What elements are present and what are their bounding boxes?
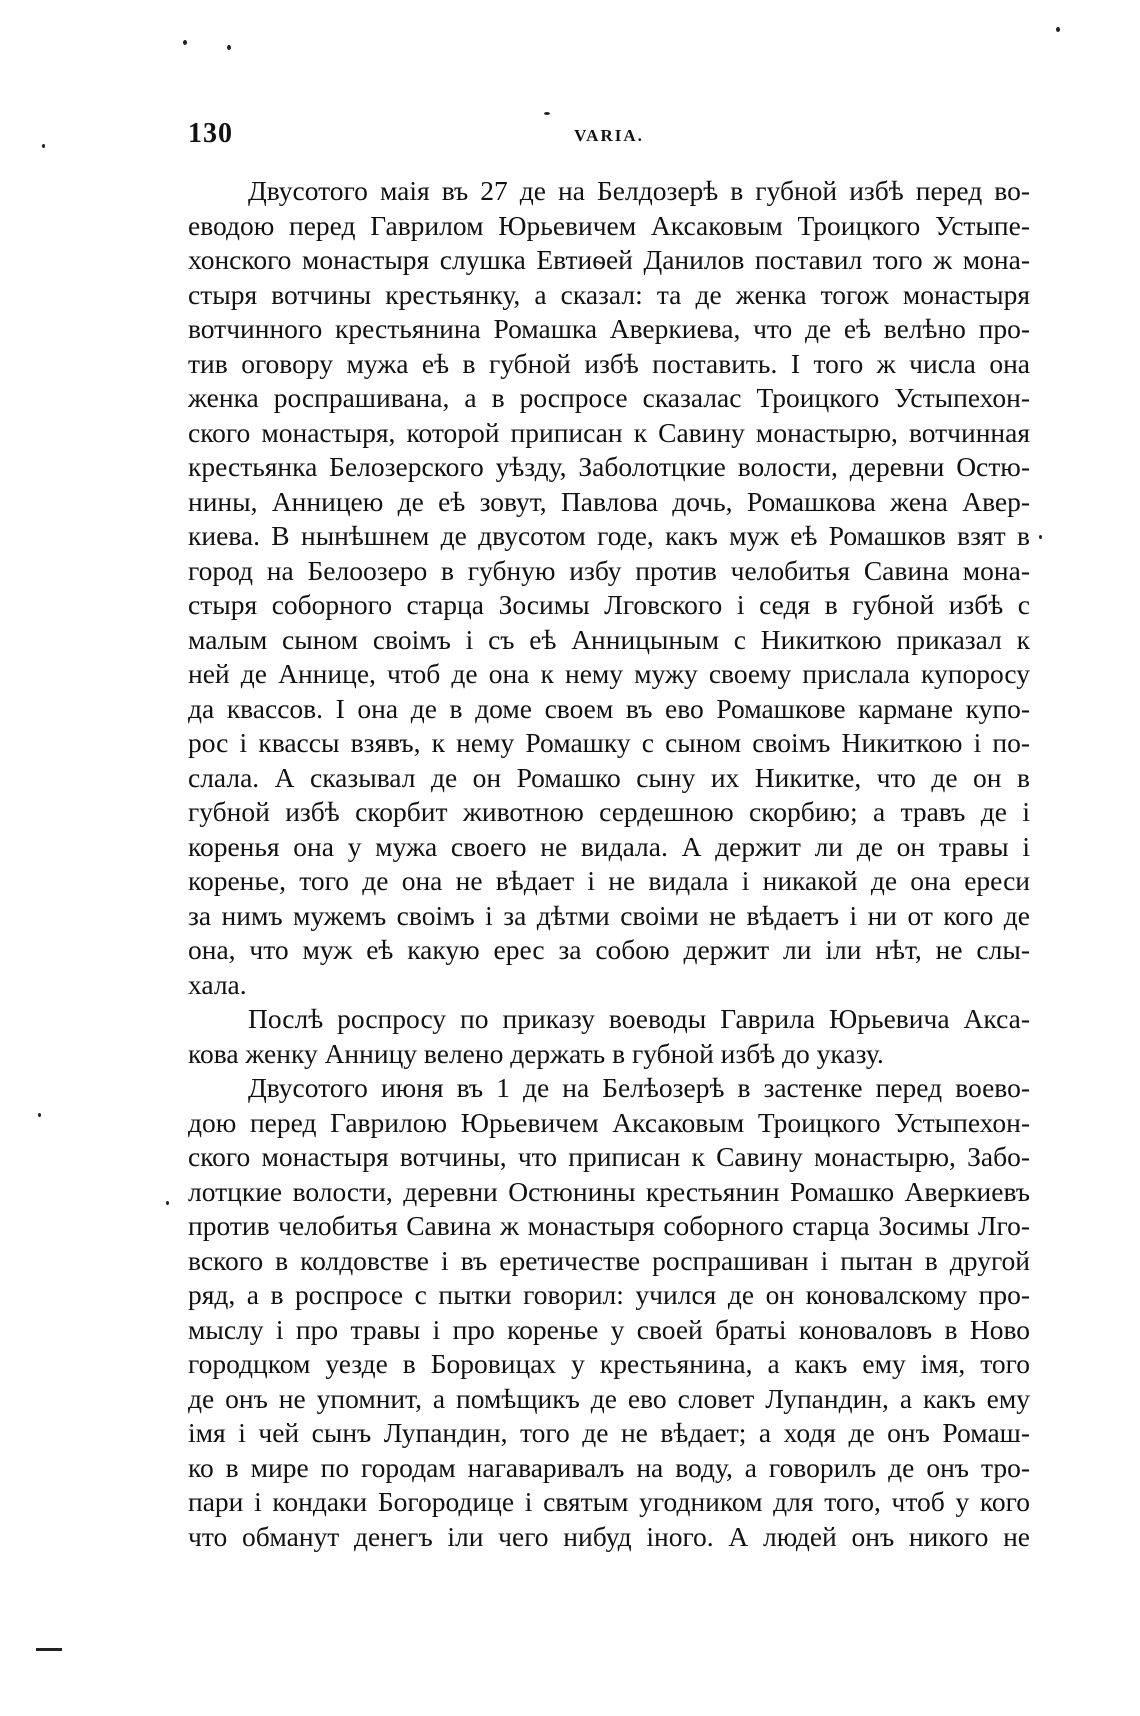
text-line: кова женку Анницу велено держать в губной избѣ до указу. bbox=[188, 1037, 884, 1069]
scan-speck bbox=[183, 40, 187, 45]
text-line: губной избѣ скорбит животною сердешною скорбию; а травъ де і bbox=[188, 796, 1030, 827]
text-line: Послѣ роспросу по приказу воеводы Гаврила Юрьевича Акса- bbox=[248, 1003, 1030, 1034]
scan-speck bbox=[1056, 27, 1060, 32]
text-line: крестьянка Белозерского уѣзду, Заболотцкие волости, деревни Остю- bbox=[188, 451, 1030, 482]
text-line: імя і чей сынъ Лупандин, того де не вѣдает; а ходя де онъ Ромаш- bbox=[188, 1417, 1030, 1448]
text-line: ряд, а в роспросе с пытки говорил: учился де он коновалскому про- bbox=[188, 1279, 1030, 1310]
text-line: ней де Аннице, чтоб де она к нему мужу своему прислала купоросу bbox=[188, 658, 1030, 689]
scan-speck bbox=[38, 1113, 41, 1117]
text-line: что обманут денегъ іли чего нибуд іного. А людей онъ никого не bbox=[188, 1520, 1030, 1552]
text-line: ского монастыря, которой приписан к Савину монастырю, вотчинная bbox=[188, 416, 1030, 448]
text-line: слала. А сказывал де он Ромашко сыну их Никитке, что де он в bbox=[188, 761, 1030, 793]
scan-speck bbox=[1039, 535, 1042, 539]
text-line: против челобитья Савина ж монастыря соборного старца Зосимы Лго- bbox=[188, 1210, 1030, 1241]
text-line: ского монастыря вотчины, что приписан к Савину монастырю, Забо- bbox=[188, 1141, 1030, 1172]
body-text bbox=[188, 174, 1030, 1554]
paragraph-1 bbox=[188, 174, 1030, 1002]
text-line: она, что муж еѣ какую ерес за собою держит ли іли нѣт, не слы- bbox=[188, 934, 1030, 965]
text-line: тив оговору мужа еѣ в губной избѣ поставить. I того ж числа она bbox=[188, 347, 1030, 379]
text-line: женка роспрашивана, а в роспросе сказалас Троицкого Устыпехон- bbox=[188, 382, 1030, 413]
paragraph-2 bbox=[188, 1002, 1030, 1071]
text-line: город на Белоозеро в губную избу против челобитья Савина мона- bbox=[188, 554, 1030, 586]
text-line: де онъ не упомнит, а помѣщикъ де ево словет Лупандин, а какъ ему bbox=[188, 1382, 1030, 1414]
text-line: вотчинного крестьянина Ромашка Аверкиева, что де еѣ велѣно про- bbox=[188, 313, 1030, 344]
page-header bbox=[188, 118, 1030, 154]
page-number: 130 bbox=[188, 118, 233, 149]
text-line: стыря вотчины крестьянку, а сказал: та де женка тогож монастыря bbox=[188, 278, 1030, 310]
text-line: киева. В нынѣшнем де двусотом годе, какъ муж еѣ Ромашков взят в bbox=[188, 520, 1030, 551]
text-line: лотцкие волости, деревни Остюнины крестьянин Ромашко Аверкиевъ bbox=[188, 1175, 1030, 1207]
scan-speck bbox=[227, 45, 231, 50]
text-line: да квассов. I она де в доме своем въ ево Ромашкове кармане купо- bbox=[188, 692, 1030, 724]
running-head: VARIA. bbox=[574, 126, 644, 145]
scan-speck bbox=[166, 1201, 169, 1205]
scan-speck bbox=[42, 144, 45, 148]
text-line: дою перед Гаврилою Юрьевичем Аксаковым Троицкого Устыпехон- bbox=[188, 1106, 1030, 1138]
text-line: мыслу і про травы і про коренье у своей братьі коноваловъ в Ново bbox=[188, 1313, 1030, 1345]
text-line: городцком уезде в Боровицах у крестьянина, а какъ ему імя, того bbox=[188, 1348, 1030, 1379]
text-line: хала. bbox=[188, 968, 247, 1000]
text-line: за нимъ мужемъ своімъ і за дѣтми своіми не вѣдаетъ і ни от кого де bbox=[188, 899, 1030, 931]
text-line: Двусотого маія въ 27 де на Белдозерѣ в губной избѣ перед во- bbox=[248, 175, 1030, 206]
text-line: стыря соборного старца Зосимы Лговского і седя в губной избѣ с bbox=[188, 589, 1030, 620]
text-line: пари і кондаки Богородице і святым угодником для того, чтоб у кого bbox=[188, 1486, 1030, 1517]
text-line: малым сыном своімъ і съ еѣ Анницыным с Никиткою приказал к bbox=[188, 623, 1030, 655]
scan-speck bbox=[544, 112, 550, 115]
text-line: Двусотого июня въ 1 де на Белѣозерѣ в застенке перед воево- bbox=[248, 1072, 1030, 1103]
text-line: рос і квассы взявъ, к нему Ромашку с сыном своімъ Никиткою і по- bbox=[188, 727, 1030, 758]
text-line: коренье, того де она не вѣдает і не видала і никакой де она ереси bbox=[188, 865, 1030, 896]
paragraph-3 bbox=[188, 1071, 1030, 1554]
text-line: ко в мире по городам нагаваривалъ на воду, а говорилъ де онъ тро- bbox=[188, 1451, 1030, 1483]
text-line: еводою перед Гаврилом Юрьевичем Аксаковым Троицкого Устыпе- bbox=[188, 209, 1030, 241]
text-line: коренья она у мужа своего не видала. А держит ли де он травы і bbox=[188, 830, 1030, 862]
text-line: нины, Анницею де еѣ зовут, Павлова дочь, Ромашкова жена Авер- bbox=[188, 485, 1030, 517]
scan-smudge bbox=[36, 1648, 62, 1651]
text-line: хонского монастыря слушка Евтиѳей Данилов поставил того ж мона- bbox=[188, 244, 1030, 275]
text-line: вского в колдовстве і въ еретичестве роспрашиван і пытан в другой bbox=[188, 1244, 1030, 1276]
